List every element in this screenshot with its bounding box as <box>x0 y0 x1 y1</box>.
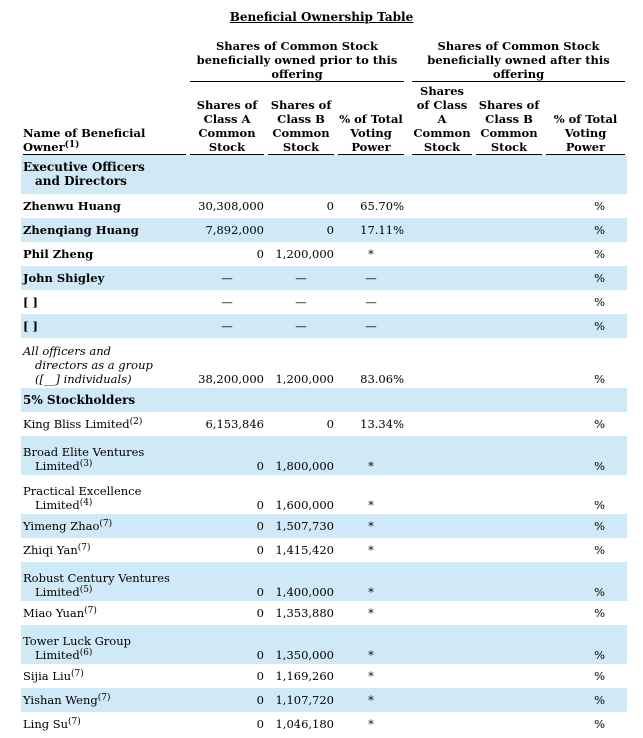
class-b-prior-value: 0 <box>326 199 334 213</box>
voting-prior-value: 17.11% <box>336 218 406 242</box>
footnote-marker: (7) <box>99 519 113 529</box>
footnote-marker: (7) <box>97 693 111 703</box>
footnote-marker: (3) <box>79 459 93 469</box>
class-b-prior-value: 0 <box>326 417 334 431</box>
col-header-class-b-prior: Shares of Class B Common Stock <box>266 83 336 155</box>
table-row <box>21 338 627 388</box>
col-header-class-b-after: Shares of Class B Common Stock <box>474 83 544 155</box>
voting-prior-value: * <box>368 543 374 557</box>
table-row <box>21 625 627 664</box>
class-b-after-value <box>474 194 544 218</box>
voting-after-value: % <box>594 669 605 683</box>
owner-name: Practical Excellence Limited$^{(4)}$ <box>23 484 142 512</box>
class-b-after-value <box>474 436 544 475</box>
class-b-prior-value: 1,600,000 <box>275 498 334 512</box>
class-a-prior-value: 0 <box>256 247 264 261</box>
class-b-prior-value: 1,200,000 <box>275 372 334 386</box>
footnote-marker: (7) <box>77 543 91 553</box>
voting-prior-value: — <box>336 266 406 290</box>
class-b-prior-value: — <box>266 266 336 290</box>
voting-after-value: % <box>594 247 605 261</box>
class-a-after-value <box>410 412 474 436</box>
class-a-prior-value: — <box>188 266 266 290</box>
voting-after-value: % <box>544 436 627 475</box>
owner-name: Broad Elite Ventures Limited$^{(3)}$ <box>21 436 188 475</box>
class-a-prior-value: 0 <box>188 562 266 601</box>
owner-name: Phil Zheng <box>23 247 94 261</box>
class-b-after-value <box>474 712 544 736</box>
table-row <box>21 538 627 562</box>
class-a-prior-value: 0 <box>188 688 266 712</box>
class-b-after-value <box>474 475 544 514</box>
owner-name: Sijia Liu$^{(7)}$ <box>23 669 84 683</box>
class-b-prior-value: 1,353,880 <box>275 606 334 620</box>
voting-prior-value: * <box>368 669 374 683</box>
table-row <box>21 194 627 218</box>
voting-after-value: % <box>544 625 627 664</box>
voting-after-value: % <box>594 606 605 620</box>
class-a-after-value <box>410 688 474 712</box>
col-header-class-a-prior: Shares of Class A Common Stock <box>188 83 266 155</box>
col-header-class-a-after: Shares of Class A Common Stock <box>413 84 471 154</box>
voting-after-value: % <box>594 417 605 431</box>
voting-prior-value: 65.70% <box>360 199 404 213</box>
table-title: Beneficial Ownership Table <box>229 10 414 24</box>
class-b-after-value <box>474 514 544 538</box>
owner-name: [ ] <box>23 295 38 309</box>
class-b-after-value <box>474 412 544 436</box>
voting-prior-value: — <box>336 314 406 338</box>
voting-prior-value: * <box>336 436 406 475</box>
table-row <box>21 388 627 412</box>
voting-after-value: % <box>594 498 605 512</box>
class-b-after-value <box>474 688 544 712</box>
class-b-prior-value: 1,046,180 <box>275 717 334 731</box>
class-b-after-value <box>474 538 544 562</box>
class-a-prior-value: 0 <box>256 669 264 683</box>
owner-name: [ ] <box>21 314 188 338</box>
class-b-prior-value: 1,350,000 <box>266 625 336 664</box>
owner-name: 5% Stockholders <box>21 388 188 412</box>
class-a-prior-value: 0 <box>188 625 266 664</box>
owner-name: Executive Officers and Directors <box>21 155 188 194</box>
owner-name: Tower Luck Group Limited$^{(6)}$ <box>21 625 188 664</box>
group-header-row <box>21 38 627 83</box>
table-row <box>21 314 627 338</box>
class-b-after-value <box>474 664 544 688</box>
class-b-prior-value: 0 <box>266 218 336 242</box>
class-b-after-value <box>474 290 544 314</box>
class-a-prior-value: 7,892,000 <box>188 218 266 242</box>
voting-prior-value: * <box>368 498 374 512</box>
owner-name: Ling Su$^{(7)}$ <box>23 717 81 731</box>
class-b-after-value <box>474 314 544 338</box>
table-row <box>21 218 627 242</box>
class-a-after-value <box>410 266 474 290</box>
class-b-after-value <box>474 625 544 664</box>
col-header-voting-after: % of Total Voting Power <box>544 83 627 155</box>
owner-name: Zhenqiang Huang <box>21 218 188 242</box>
footnote-marker: (2) <box>129 417 143 427</box>
owner-name: Zhenwu Huang <box>23 199 121 213</box>
voting-after-value: % <box>594 199 605 213</box>
owner-name: Yimeng Zhao$^{(7)}$ <box>21 514 188 538</box>
voting-prior-value: * <box>336 625 406 664</box>
table-row <box>21 242 627 266</box>
owner-name: King Bliss Limited$^{(2)}$ <box>23 417 143 431</box>
voting-prior-value: 83.06% <box>360 372 404 386</box>
class-a-prior-value: — <box>221 295 233 309</box>
class-a-after-value <box>410 194 474 218</box>
voting-after-value: % <box>544 314 627 338</box>
owner-name: All officers and directors as a group ([__] individuals) <box>23 344 153 386</box>
table-row <box>21 601 627 625</box>
owner-name: Zhiqi Yan$^{(7)}$ <box>23 543 91 557</box>
voting-after-value: % <box>594 372 605 386</box>
class-b-prior-value: — <box>295 295 307 309</box>
class-b-after-value <box>474 338 544 388</box>
voting-after-value: % <box>544 266 627 290</box>
voting-prior-value: * <box>336 562 406 601</box>
col-header-voting-prior: % of Total Voting Power <box>339 112 403 154</box>
class-a-prior-value: 0 <box>256 717 264 731</box>
class-a-prior-value: — <box>188 314 266 338</box>
table-row <box>21 436 627 475</box>
table-row <box>21 712 627 736</box>
table-row <box>21 290 627 314</box>
class-b-after-value <box>474 242 544 266</box>
class-a-after-value <box>410 290 474 314</box>
voting-after-value: % <box>544 218 627 242</box>
voting-prior-value: 13.34% <box>360 417 404 431</box>
voting-after-value: % <box>544 688 627 712</box>
col-header-name: Name of Beneficial Owner$^{(1)}$ <box>21 83 188 155</box>
class-a-prior-value: 0 <box>188 514 266 538</box>
class-a-prior-value: 30,308,000 <box>198 199 264 213</box>
voting-after-value: % <box>544 562 627 601</box>
class-b-prior-value: 1,169,260 <box>275 669 334 683</box>
table-row <box>21 155 627 194</box>
footnote-marker: (7) <box>68 717 81 727</box>
class-a-after-value <box>410 601 474 625</box>
table-row <box>21 664 627 688</box>
class-a-after-value <box>410 338 474 388</box>
class-a-after-value <box>410 242 474 266</box>
voting-prior-value: — <box>365 295 377 309</box>
column-header-row <box>21 83 627 155</box>
class-a-after-value <box>410 218 474 242</box>
voting-prior-value: * <box>336 688 406 712</box>
class-a-after-value <box>410 625 474 664</box>
group-header-after: Shares of Common Stock beneficially owned after this offering <box>410 38 627 83</box>
table-row <box>21 514 627 538</box>
class-a-after-value <box>410 436 474 475</box>
table-row <box>21 688 627 712</box>
table-row <box>21 412 627 436</box>
class-a-after-value <box>410 562 474 601</box>
class-a-after-value <box>410 664 474 688</box>
class-a-prior-value: 0 <box>256 498 264 512</box>
voting-prior-value: * <box>368 717 374 731</box>
class-a-prior-value: 0 <box>256 543 264 557</box>
owner-name: John Shigley <box>21 266 188 290</box>
class-a-after-value <box>410 514 474 538</box>
class-b-prior-value: 1,107,720 <box>266 688 336 712</box>
footnote-marker: (7) <box>71 669 84 679</box>
class-b-after-value <box>474 218 544 242</box>
class-a-prior-value: 0 <box>256 606 264 620</box>
footnote-marker: (4) <box>79 498 93 508</box>
class-b-after-value <box>474 562 544 601</box>
class-b-prior-value: 1,200,000 <box>275 247 334 261</box>
owner-name: Yishan Weng$^{(7)}$ <box>21 688 188 712</box>
voting-prior-value: * <box>368 606 374 620</box>
voting-after-value: % <box>544 514 627 538</box>
owner-name: Miao Yuan$^{(7)}$ <box>23 606 97 620</box>
voting-prior-value: * <box>368 247 374 261</box>
voting-prior-value: * <box>336 514 406 538</box>
voting-after-value: % <box>594 717 605 731</box>
owner-name: Robust Century Ventures Limited$^{(5)}$ <box>21 562 188 601</box>
table-row <box>21 266 627 290</box>
footnote-marker: (7) <box>84 606 97 616</box>
class-a-after-value <box>410 314 474 338</box>
voting-after-value: % <box>594 543 605 557</box>
class-a-prior-value: 6,153,846 <box>205 417 264 431</box>
class-b-after-value <box>474 601 544 625</box>
class-b-prior-value: 1,507,730 <box>266 514 336 538</box>
table-row <box>21 475 627 514</box>
class-a-after-value <box>410 538 474 562</box>
class-a-after-value <box>410 475 474 514</box>
class-b-prior-value: 1,415,420 <box>275 543 334 557</box>
class-a-prior-value: 38,200,000 <box>198 372 264 386</box>
class-b-prior-value: 1,800,000 <box>266 436 336 475</box>
table-row <box>21 562 627 601</box>
class-a-prior-value: 0 <box>188 436 266 475</box>
class-b-prior-value: 1,400,000 <box>266 562 336 601</box>
footnote-marker: (6) <box>79 648 93 658</box>
class-a-after-value <box>410 712 474 736</box>
group-header-prior: Shares of Common Stock beneficially owned prior to this offering <box>188 38 406 83</box>
class-b-after-value <box>474 266 544 290</box>
class-b-prior-value: — <box>266 314 336 338</box>
voting-after-value: % <box>594 295 605 309</box>
beneficial-ownership-table <box>21 38 627 736</box>
footnote-marker: (5) <box>79 585 93 595</box>
